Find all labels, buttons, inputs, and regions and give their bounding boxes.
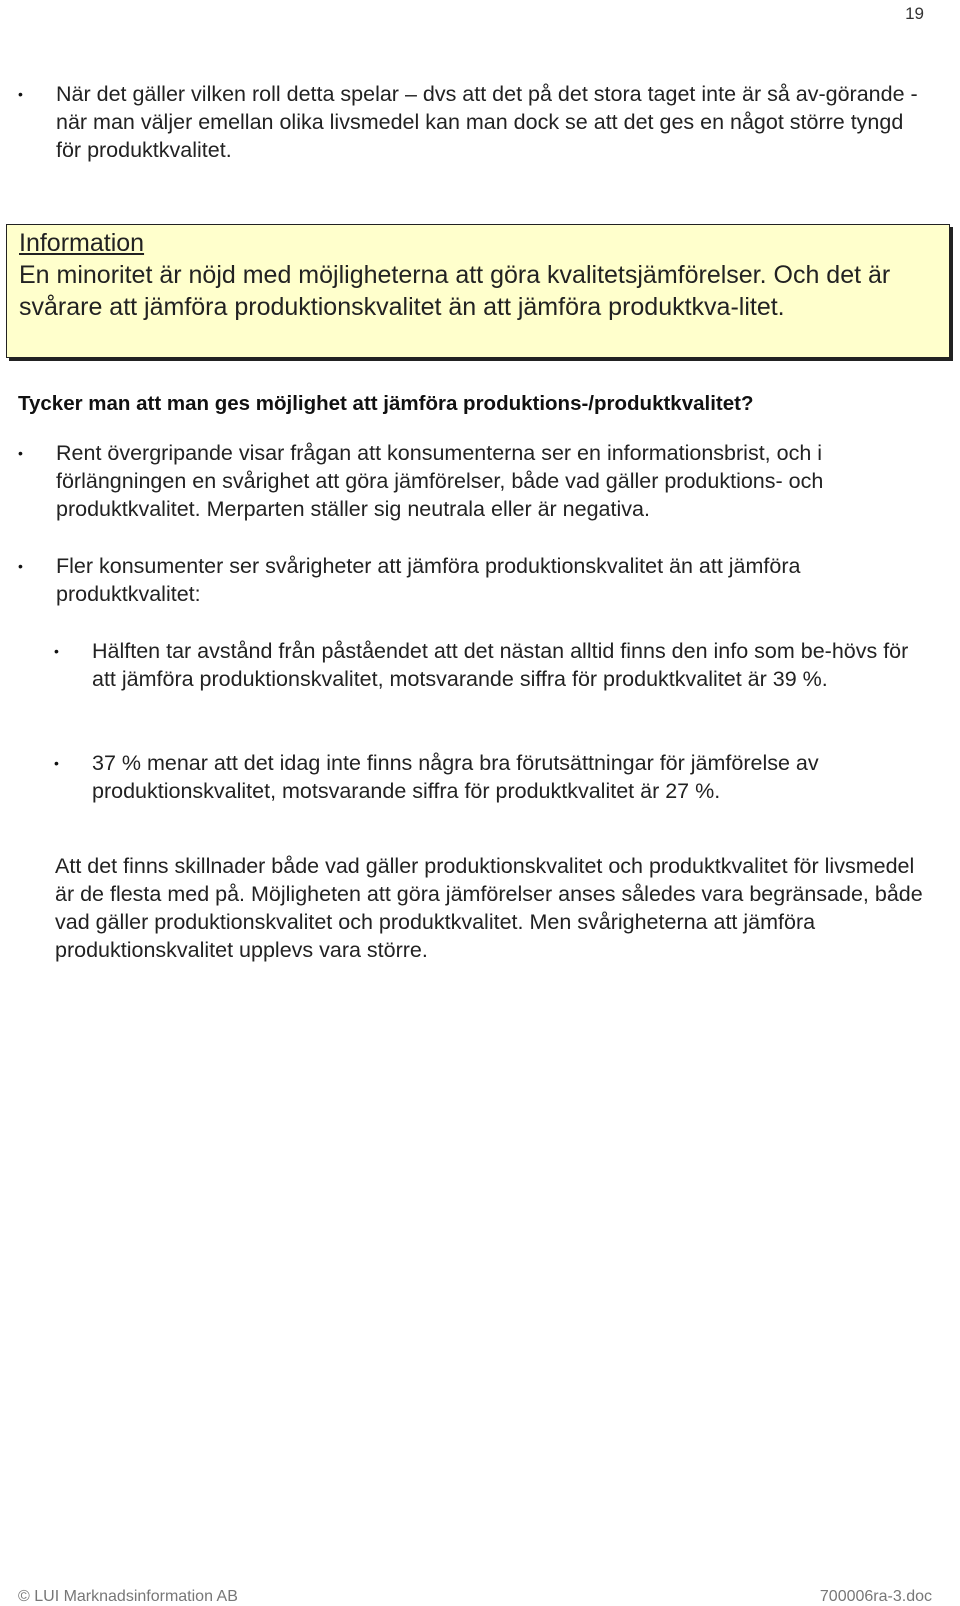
body-paragraph: Att det finns skillnader både vad gäller produktionskvalitet och produktkvalitet för livsmedel är de flesta med på. Möjligheten att göra jämförelser anses således vara begränsade, både vad gäller produktionskvalitet och produktkvalitet. Men svårigheterna att jämföra produktionskvalitet upplevs vara större.: [55, 854, 923, 962]
bullet-text: När det gäller vilken roll detta spelar – dvs att det på det stora taget inte är så av-görande - när man väljer emellan olika livsmedel kan man dock se att det ges en något större tyngd för produktkvalitet.: [56, 82, 918, 162]
footer-copyright: © LUI Marknadsinformation AB: [18, 1588, 238, 1605]
bullet-icon: •: [18, 445, 23, 461]
list-item: [54, 749, 934, 805]
bullet-text: Rent övergripande visar frågan att konsumenterna ser en informationsbrist, och i förlängningen en svårighet att göra jämförelser, både vad gäller produktions- och produktkvalitet. Merparten ställer sig neutrala eller är negativa.: [56, 441, 824, 521]
bullet-text: 37 % menar att det idag inte finns några bra förutsättningar för jämförelse av produktionskvalitet, motsvarande siffra för produktkvalitet är 27 %.: [92, 751, 819, 803]
bullet-icon: •: [54, 755, 59, 771]
information-heading: Information: [19, 229, 145, 257]
bullet-icon: •: [54, 643, 59, 659]
list-item: [18, 552, 934, 608]
information-box: [6, 224, 950, 358]
footer-filename: 700006ra-3.doc: [819, 1588, 932, 1605]
bullet-text: Fler konsumenter ser svårigheter att jämföra produktionskvalitet än att jämföra produktkvalitet:: [56, 554, 801, 606]
information-text: En minoritet är nöjd med möjligheterna att göra kvalitetsjämförelser. Och det är svårare att jämföra produktionskvalitet än att jämföra produktkva-litet.: [19, 261, 891, 321]
list-item: [18, 439, 934, 523]
bullet-icon: •: [18, 558, 23, 574]
list-item: [18, 80, 934, 164]
bullet-text: Hälften tar avstånd från påståendet att det nästan alltid finns den info som be-hövs för att jämföra produktionskvalitet, motsvarande siffra för produktkvalitet är 39 %.: [92, 639, 909, 691]
list-item: [54, 637, 934, 693]
bullet-icon: •: [18, 86, 23, 102]
page-number: 19: [905, 4, 924, 23]
section-heading: Tycker man att man ges möjlighet att jämföra produktions-/produktkvalitet?: [18, 392, 754, 415]
